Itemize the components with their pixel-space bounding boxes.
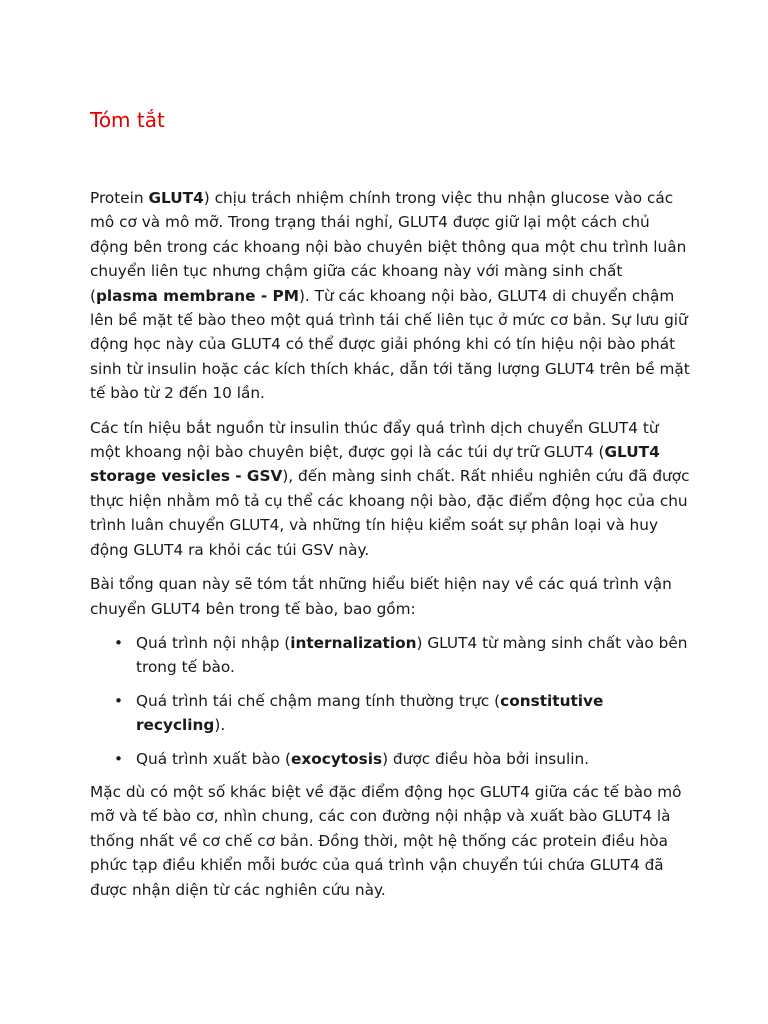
bold-term-plasma-membrane: plasma membrane - PM [95, 286, 299, 305]
text-run: Quá trình nội nhập ( [136, 633, 291, 652]
list-item [90, 631, 690, 680]
text-run: Protein [90, 189, 149, 207]
bullet-list [90, 631, 690, 771]
document-body [90, 186, 690, 912]
page-title: Tóm tắt [90, 108, 165, 132]
bold-term: exocytosis [291, 749, 383, 768]
text-run: ). [214, 716, 226, 735]
text-run: ) được điều hòa bởi insulin. [382, 749, 590, 768]
bold-term-gsv: GLUT4 storage vesicles - GSV [90, 443, 660, 486]
bullet-icon: • [114, 633, 124, 652]
paragraph-intro [90, 186, 690, 406]
text-run: Quá trình tái chế chậm mang tính thường trực ( [136, 691, 501, 710]
bullet-icon: • [114, 749, 124, 768]
text-run: Quá trình xuất bào ( [136, 749, 292, 768]
paragraph-conclusion: Mặc dù có một số khác biệt về đặc điểm động học GLUT4 giữa các tế bào mô mỡ và tế bào cơ, nhìn chung, các con đường nội nhập và xuất bào GLUT4 là thống nhất về cơ chế cơ bản. Đồng thời, một hệ thống các protein điều hòa phức tạp điều khiển mỗi bước của quá trình vận chuyển túi chứa GLUT4 đã được nhận diện từ các nghiên cứu này. [90, 782, 682, 899]
bold-term-glut4: GLUT4 [148, 189, 204, 207]
bold-term: internalization [290, 633, 417, 652]
text-run: ) chịu trách nhiệm chính trong việc thu nhận glucose vào các mô cơ và mô mỡ. Trong trạng thái nghỉ, GLUT4 được giữ lại một cách chủ động bên trong các khoang nội bào chuyên biệt thông qua một chu trình luân chuyển liên tục nhưng chậm giữa các khoang này với màng sinh chất ( [90, 189, 687, 305]
text-run: ) GLUT4 từ màng sinh chất vào bên trong tế bào. [136, 633, 688, 677]
text-run: ). Từ các khoang nội bào, GLUT4 di chuyển chậm lên bề mặt tế bào theo một quá trình tái chế liên tục ở mức cơ bản. Sự lưu giữ động học này của GLUT4 có thể được giải phóng khi có tín hiệu nội bào phát sinh từ insulin hoặc các kích thích khác, dẫn tới tăng lượng GLUT4 trên bề mặt tế bào từ 2 đến 10 lần. [90, 286, 690, 403]
paragraph-insulin-signals [90, 416, 690, 562]
text-run: Các tín hiệu bắt nguồn từ insulin thúc đẩy quá trình dịch chuyển GLUT4 từ một khoang nội bào chuyên biệt, được gọi là các túi dự trữ GLUT4 ( [90, 418, 659, 462]
bold-term: constitutive recycling [136, 691, 604, 735]
text-run: ), đến màng sinh chất. Rất nhiều nghiên cứu đã được thực hiện nhằm mô tả cụ thể các khoang nội bào, đặc điểm động học của chu trình luân chuyển GLUT4, và những tín hiệu kiểm soát sự phân loại và huy động GLUT4 ra khỏi các túi GSV này. [90, 467, 690, 559]
list-item [90, 689, 690, 738]
bullet-icon: • [114, 691, 124, 710]
paragraph-review-scope: Bài tổng quan này sẽ tóm tắt những hiểu biết hiện nay về các quá trình vận chuyển GLUT4 bên trong tế bào, bao gồm: [90, 575, 672, 618]
list-item [90, 747, 690, 771]
